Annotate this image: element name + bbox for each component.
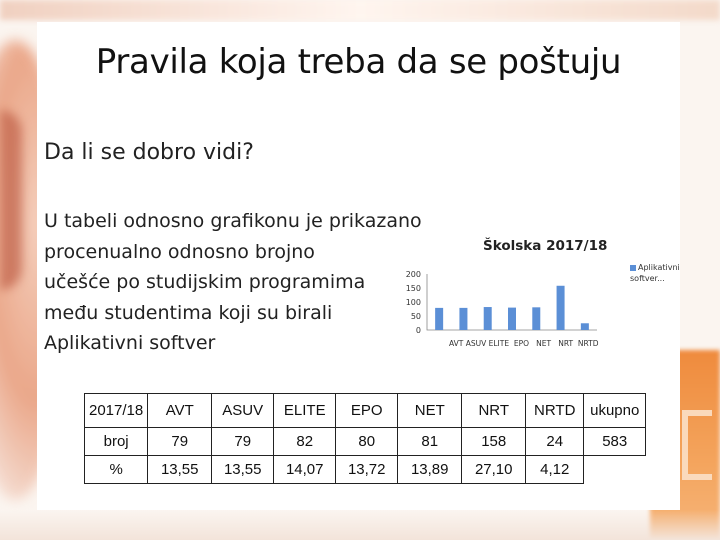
bar-nrtd <box>581 323 589 330</box>
y-tick-label: 50 <box>410 312 421 321</box>
data-table <box>84 393 646 484</box>
table-cell: ASUV <box>212 394 274 428</box>
x-tick-labels: AVT ASUV ELITE EPO NET NRT NRTD <box>449 339 599 348</box>
table-cell: 158 <box>462 428 526 456</box>
background-bottom-fade <box>0 510 720 540</box>
paragraph-line: Aplikativni softver <box>44 332 216 354</box>
table-cell: NRT <box>462 394 526 428</box>
paragraph-line: U tabeli odnosno grafikonu je prikazano <box>44 210 422 232</box>
table-cell: 13,55 <box>148 456 212 484</box>
table-cell: 80 <box>336 428 398 456</box>
table-cell: EPO <box>336 394 398 428</box>
slide-title: Pravila koja treba da se poštuju <box>95 42 622 82</box>
background-right-shape <box>682 410 712 480</box>
bar-nrt <box>557 286 565 330</box>
y-tick-label: 0 <box>415 326 421 335</box>
table-cell: 82 <box>274 428 336 456</box>
table-cell: 583 <box>584 428 646 456</box>
bar-epo <box>508 308 516 330</box>
table-cell: 13,89 <box>398 456 462 484</box>
bar-chart <box>383 232 683 362</box>
table-cell: broj <box>85 428 148 456</box>
table-cell: 14,07 <box>274 456 336 484</box>
bar-asuv <box>459 308 467 330</box>
table-cell: 79 <box>212 428 274 456</box>
table-cell: 79 <box>148 428 212 456</box>
table-cell: 13,55 <box>212 456 274 484</box>
table-cell: ukupno <box>584 394 646 428</box>
legend-label: Aplikativni softver... <box>630 263 680 283</box>
table-row <box>85 428 646 456</box>
table-cell: 4,12 <box>526 456 584 484</box>
table-cell: 2017/18 <box>85 394 148 428</box>
title-panel <box>37 22 680 110</box>
chart-plot <box>383 232 683 362</box>
table-cell: AVT <box>148 394 212 428</box>
bar-net <box>532 307 540 330</box>
table-cell: ELITE <box>274 394 336 428</box>
paragraph-line: procenualno odnosno brojno <box>44 240 315 263</box>
table-cell: 24 <box>526 428 584 456</box>
background-top-strip <box>0 0 720 20</box>
bar-avt <box>435 308 443 330</box>
table-cell: NRTD <box>526 394 584 428</box>
paragraph-line: među studentima koji su birali <box>44 301 333 324</box>
y-tick-label: 100 <box>405 298 421 307</box>
question-text: Da li se dobro vidi? <box>44 140 254 165</box>
background-left-accent <box>0 110 22 290</box>
bar-elite <box>484 307 492 330</box>
table-cell: 27,10 <box>462 456 526 484</box>
table-header-row <box>85 394 646 428</box>
table-cell: 81 <box>398 428 462 456</box>
table-cell: 13,72 <box>336 456 398 484</box>
y-tick-label: 150 <box>405 284 421 293</box>
y-tick-label: 200 <box>405 270 421 279</box>
table-cell: NET <box>398 394 462 428</box>
table-cell <box>584 456 646 484</box>
chart-title: Školska 2017/18 <box>483 238 608 254</box>
paragraph-line: učešće po studijskim programima <box>44 271 366 293</box>
table-cell: % <box>85 456 148 484</box>
table-row <box>85 456 646 484</box>
